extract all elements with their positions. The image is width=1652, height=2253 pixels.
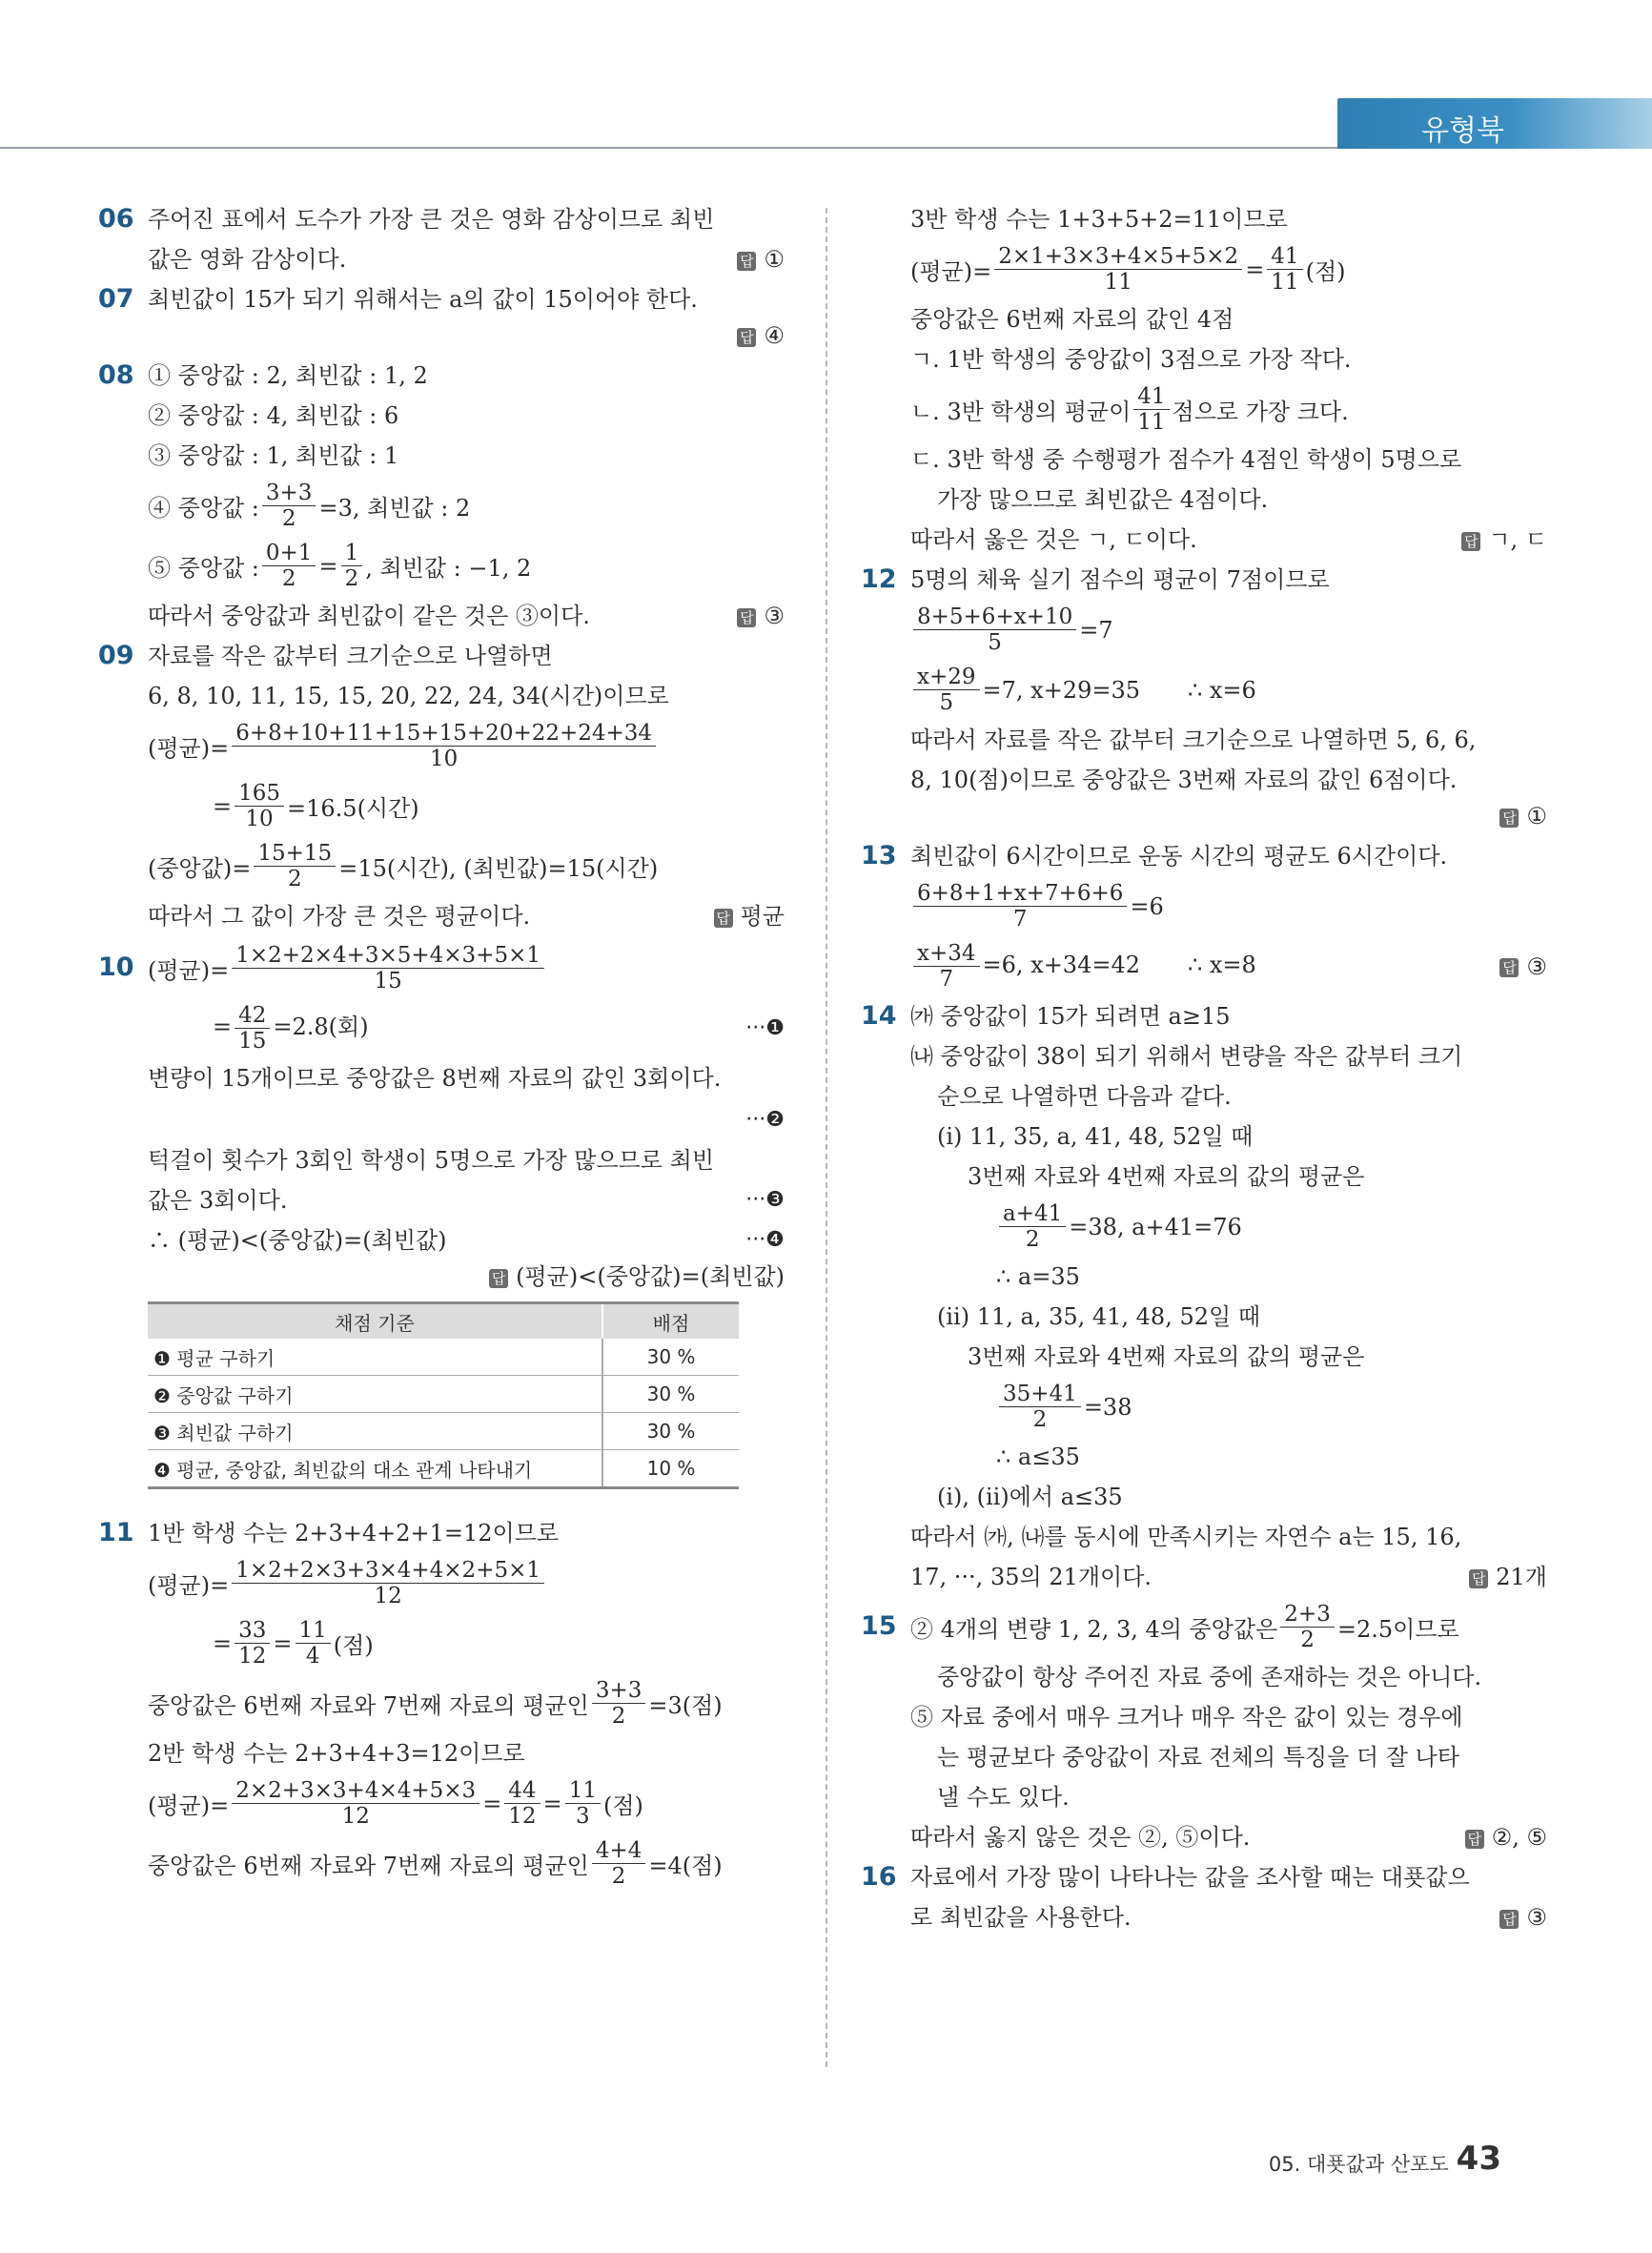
math-line: [148, 541, 785, 591]
text: (점): [602, 1792, 643, 1819]
text-line: 따라서 자료를 작은 값부터 크기순으로 나열하면 5, 6, 6,: [910, 727, 1477, 753]
table-cell: ❹ 평균, 중앙값, 최빈값의 대소 관계 나타내기: [148, 1450, 602, 1488]
answer: ①: [764, 246, 785, 273]
table-cell: 30 %: [602, 1376, 739, 1413]
numerator: 41: [1267, 244, 1302, 270]
text-line: (ⅰ) 11, 35, a, 41, 48, 52일 때: [937, 1123, 1254, 1150]
math-line: [910, 1201, 1547, 1252]
fraction: [232, 1778, 479, 1829]
problem-08: [98, 360, 785, 631]
text: (중앙값)=: [148, 855, 252, 882]
answer: 평균: [740, 903, 785, 930]
fraction: [232, 721, 656, 771]
text-line: 순으로 나열하면 다음과 같다.: [937, 1083, 1232, 1110]
problem-12: [861, 564, 1547, 831]
denominator: 3: [576, 1804, 590, 1829]
fraction: [592, 1838, 646, 1889]
numerator: x+34: [913, 941, 980, 967]
numerator: 2×1+3×3+4×5+5×2: [994, 244, 1242, 270]
text-line: 값은 3회이다.: [148, 1187, 288, 1214]
text-line: ㄱ. 1반 학생의 중앙값이 3점으로 가장 작다.: [910, 346, 1352, 373]
fraction: [262, 541, 316, 591]
numerator: 1×2+2×3+3×4+4×2+5×1: [232, 1558, 544, 1584]
text: =3, 최빈값 : 2: [318, 495, 471, 522]
page-footer: [1269, 2140, 1501, 2178]
text-line: ① 중앙값 : 2, 최빈값 : 1, 2: [148, 362, 428, 389]
problem-number: 14: [861, 1001, 897, 1031]
table-header: [148, 1303, 739, 1340]
text: =6, x+34=42: [982, 952, 1140, 978]
math-line: [148, 781, 785, 831]
numerator: 8+5+6+x+10: [913, 604, 1076, 630]
answer: ③: [1526, 952, 1547, 980]
answer-icon: 답: [1461, 532, 1480, 551]
left-column: [98, 204, 785, 1898]
text: ④ 중앙값 :: [148, 495, 259, 522]
fraction: [232, 1558, 544, 1608]
text: (평균)=: [148, 957, 230, 984]
text-line: 따라서 중앙값과 최빈값이 같은 것은 ③이다.: [148, 603, 590, 629]
fraction: [994, 244, 1242, 295]
problem-09: [98, 641, 785, 932]
answer-icon: 답: [1499, 1910, 1519, 1929]
math-line: [910, 384, 1547, 435]
column-header: 채점 기준: [148, 1303, 602, 1340]
answer-icon: 답: [489, 1269, 508, 1288]
math-line: [148, 721, 785, 771]
text-line: 3번째 자료와 4번째 자료의 값의 평균은: [968, 1343, 1365, 1370]
step-marker: ···❷: [745, 1108, 785, 1132]
right-column: [861, 204, 1547, 1942]
text: (평균)=: [910, 258, 992, 285]
math-line: [148, 841, 785, 891]
denominator: 11: [1137, 410, 1166, 435]
denominator: 5: [939, 690, 954, 715]
text-line: ㄷ. 3반 학생 중 수행평가 점수가 4점인 학생이 5명으로: [910, 446, 1462, 473]
text-line: 5명의 체육 실기 점수의 평균이 7점이므로: [910, 566, 1330, 593]
math-line: [910, 881, 1547, 932]
text: , 최빈값 : −1, 2: [365, 555, 532, 582]
numerator: 33: [235, 1618, 270, 1644]
problem-07: [98, 284, 785, 351]
text: =: [213, 1629, 233, 1657]
text: =38, a+41=76: [1069, 1213, 1242, 1240]
text: =4(점): [648, 1853, 723, 1879]
denominator: 4: [305, 1644, 320, 1669]
math-line: [910, 1382, 1547, 1432]
column-divider: [826, 208, 827, 2067]
numerator: 44: [504, 1778, 540, 1804]
denominator: 2: [611, 1864, 626, 1889]
denominator: 2: [344, 566, 359, 591]
text-line: 따라서 옳은 것은 ㄱ, ㄷ이다.: [910, 526, 1197, 553]
fraction: [913, 604, 1076, 655]
denominator: 15: [238, 1029, 267, 1054]
answer: ①: [1526, 803, 1547, 830]
math-line: [148, 1838, 785, 1889]
text-line: ⑤ 자료 중에서 매우 크거나 매우 작은 값이 있는 경우에: [910, 1704, 1463, 1731]
text: =: [1245, 256, 1265, 283]
problem-06: [98, 204, 785, 275]
fraction: [592, 1678, 646, 1729]
text: =: [542, 1790, 562, 1817]
text: 점으로 가장 크다.: [1172, 399, 1349, 425]
numerator: 0+1: [262, 541, 316, 566]
problem-number: 09: [98, 641, 134, 670]
math-line: [148, 1618, 785, 1669]
text-line: 따라서 옳지 않은 것은 ②, ⑤이다.: [910, 1824, 1251, 1851]
text: (평균)=: [148, 1792, 230, 1819]
text: (점): [1305, 258, 1346, 285]
problem-11-continued: [910, 204, 1547, 555]
text: =: [213, 792, 233, 820]
numerator: 41: [1133, 384, 1169, 410]
answer: ③: [764, 603, 785, 629]
text-line: 중앙값은 6번째 자료의 값인 4점: [910, 306, 1234, 333]
text: =15(시간), (최빈값)=15(시간): [338, 855, 659, 882]
text: =: [482, 1790, 502, 1817]
numerator: 3+3: [592, 1678, 646, 1704]
section-tab: [1337, 98, 1652, 149]
answer-icon: 답: [737, 328, 756, 347]
text: =2.5이므로: [1336, 1616, 1459, 1643]
denominator: 15: [374, 969, 402, 993]
text-line: ③ 중앙값 : 1, 최빈값 : 1: [148, 442, 399, 469]
text-line: ㈎ 중앙값이 15가 되려면 a≥15: [910, 1003, 1231, 1030]
denominator: 2: [281, 506, 296, 531]
fraction: [913, 881, 1127, 932]
text: =7: [1079, 616, 1113, 644]
answer-icon: 답: [1465, 1830, 1484, 1849]
problem-number: 10: [98, 952, 134, 982]
table-cell: ❸ 최빈값 구하기: [148, 1413, 602, 1450]
problem-number: 07: [98, 284, 134, 314]
text-line: 낼 수도 있다.: [937, 1784, 1070, 1811]
fraction: [341, 541, 363, 591]
answer-icon: 답: [737, 252, 756, 271]
text: =: [318, 552, 338, 580]
problem-16: [861, 1862, 1547, 1933]
math-line: [148, 1778, 785, 1829]
problem-number: 16: [861, 1862, 897, 1892]
math-line: [910, 604, 1547, 655]
fraction: [235, 781, 284, 831]
math-line: [148, 1003, 785, 1054]
denominator: 7: [1012, 907, 1028, 932]
problem-number: 15: [861, 1611, 897, 1641]
numerator: 35+41: [999, 1382, 1081, 1407]
denominator: 10: [245, 807, 274, 831]
text-line: 6, 8, 10, 11, 15, 15, 20, 22, 24, 34(시간)이므로: [148, 683, 669, 709]
table-cell: 30 %: [602, 1339, 739, 1376]
problem-number: 13: [861, 841, 897, 870]
numerator: 6+8+1+x+7+6+6: [913, 881, 1127, 907]
math-line: [910, 665, 1547, 715]
denominator: 2: [281, 566, 296, 591]
text: (점): [333, 1632, 374, 1659]
numerator: 11: [565, 1778, 601, 1804]
table-row: [148, 1376, 739, 1413]
text: =38: [1083, 1393, 1132, 1421]
problem-number: 12: [861, 564, 897, 594]
text: =16.5(시간): [287, 795, 419, 822]
math-line: [861, 1602, 1547, 1652]
numerator: 2+3: [1280, 1602, 1335, 1628]
denominator: 2: [611, 1704, 626, 1729]
denominator: 12: [238, 1644, 267, 1669]
text: =6: [1130, 892, 1164, 920]
page-number: 43: [1456, 2140, 1501, 2178]
text-line: 턱걸이 횟수가 3회인 학생이 5명으로 가장 많으므로 최빈: [148, 1147, 714, 1174]
denominator: 2: [1032, 1407, 1048, 1432]
step-marker: ···❹: [745, 1228, 785, 1252]
fraction: [296, 1618, 331, 1669]
text-line: ㈏ 중앙값이 38이 되기 위해서 변량을 작은 값부터 크기: [910, 1043, 1463, 1070]
answer-icon: 답: [1499, 958, 1519, 977]
answer: ④: [764, 322, 785, 349]
fraction: [913, 665, 980, 715]
answer: ㄱ, ㄷ: [1488, 526, 1547, 553]
table-cell: ❶ 평균 구하기: [148, 1339, 602, 1376]
math-line: [98, 943, 785, 993]
numerator: x+29: [913, 665, 980, 690]
denominator: 12: [374, 1584, 402, 1608]
text-line: 17, ···, 35의 21개이다.: [910, 1564, 1152, 1590]
text: =: [213, 1014, 233, 1040]
text-line: 3반 학생 수는 1+3+5+2=11이므로: [910, 206, 1288, 233]
text-line: 최빈값이 6시간이므로 운동 시간의 평균도 6시간이다.: [910, 843, 1448, 870]
denominator: 12: [341, 1804, 370, 1829]
numerator: 42: [235, 1003, 270, 1029]
table-cell: 10 %: [602, 1450, 739, 1488]
problem-number: 11: [98, 1518, 134, 1547]
answer: 21개: [1496, 1564, 1547, 1590]
fraction: [235, 1003, 270, 1054]
text-line: ∴ (평균)<(중앙값)=(최빈값): [148, 1227, 447, 1254]
text-line: 가장 많으므로 최빈값은 4점이다.: [937, 486, 1269, 513]
text-line: 최빈값이 15가 되기 위해서는 a의 값이 15이어야 한다.: [148, 286, 698, 313]
problem-10: [98, 943, 785, 1489]
text-line: 로 최빈값을 사용한다.: [910, 1904, 1132, 1931]
step-marker: ···❸: [745, 1188, 785, 1212]
text-line: 주어진 표에서 도수가 가장 큰 것은 영화 감상이므로 최빈: [148, 206, 715, 233]
fraction: [913, 941, 980, 992]
text: (평균)=: [148, 735, 230, 762]
numerator: a+41: [999, 1201, 1066, 1227]
text-line: 변량이 15개이므로 중앙값은 8번째 자료의 값인 3회이다.: [148, 1065, 722, 1092]
math-line: [910, 941, 1547, 992]
problem-11: [98, 1518, 785, 1889]
fraction: [1267, 244, 1302, 295]
problem-13: [861, 841, 1547, 992]
text: ② 4개의 변량 1, 2, 3, 4의 중앙값은: [910, 1616, 1278, 1643]
fraction: [235, 1618, 270, 1669]
text-line: 값은 영화 감상이다.: [148, 246, 347, 273]
step-marker: ···❶: [745, 1016, 785, 1040]
scoring-table: [148, 1301, 739, 1489]
text-line: 중앙값이 항상 주어진 자료 중에 존재하는 것은 아니다.: [937, 1664, 1482, 1690]
fraction: [999, 1382, 1081, 1432]
fraction: [254, 841, 336, 891]
fraction: [1280, 1602, 1335, 1652]
fraction: [565, 1778, 601, 1829]
text-line: 는 평균보다 중앙값이 자료 전체의 특징을 더 잘 나타: [937, 1744, 1459, 1771]
text: ∴ x=8: [1187, 952, 1256, 978]
numerator: 2×2+3×3+4×4+5×3: [232, 1778, 479, 1804]
denominator: 5: [988, 630, 1002, 655]
text-line: 따라서 ㈎, ㈏를 동시에 만족시키는 자연수 a는 15, 16,: [910, 1524, 1462, 1550]
answer-icon: 답: [1499, 809, 1519, 828]
column-header: 배점: [602, 1303, 739, 1340]
answer-icon: 답: [737, 608, 756, 627]
text-line: 2반 학생 수는 2+3+4+3=12이므로: [148, 1740, 525, 1767]
answer-icon: 답: [714, 909, 733, 928]
problem-14: [861, 1001, 1547, 1592]
table-cell: 30 %: [602, 1413, 739, 1450]
fraction: [1133, 384, 1169, 435]
text: ㄴ. 3반 학생의 평균이: [910, 399, 1132, 425]
text: (평균)=: [148, 1572, 230, 1599]
numerator: 1×2+2×4+3×5+4×3+5×1: [232, 943, 544, 969]
fraction: [504, 1778, 540, 1829]
text: ∴ x=6: [1187, 676, 1256, 704]
text-line: 자료에서 가장 많이 나타나는 값을 조사할 때는 대푯값으: [910, 1864, 1470, 1891]
chapter-title: 05. 대푯값과 산포도: [1268, 2153, 1449, 2176]
text-line: ∴ a=35: [996, 1263, 1080, 1290]
fraction: [262, 481, 316, 531]
answer: ③: [1526, 1904, 1547, 1931]
numerator: 1: [341, 541, 363, 566]
denominator: 11: [1104, 270, 1132, 295]
denominator: 7: [939, 967, 954, 992]
math-line: [910, 244, 1547, 295]
table-row: [148, 1450, 739, 1488]
numerator: 11: [296, 1618, 331, 1644]
numerator: 15+15: [254, 841, 336, 867]
text-line: 3번째 자료와 4번째 자료의 값의 평균은: [968, 1163, 1365, 1190]
numerator: 6+8+10+11+15+15+20+22+24+34: [232, 721, 656, 747]
answer: ②, ⑤: [1491, 1824, 1547, 1851]
table-row: [148, 1339, 739, 1376]
denominator: 11: [1271, 270, 1299, 295]
text: 중앙값은 6번째 자료와 7번째 자료의 평균인: [148, 1853, 589, 1879]
text: 중앙값은 6번째 자료와 7번째 자료의 평균인: [148, 1692, 589, 1719]
math-line: [148, 481, 785, 531]
denominator: 2: [1300, 1628, 1315, 1652]
problem-15: [861, 1602, 1547, 1853]
text-line: 1반 학생 수는 2+3+4+2+1=12이므로: [148, 1520, 560, 1546]
text-line: 8, 10(점)이므로 중앙값은 3번째 자료의 값인 6점이다.: [910, 767, 1458, 793]
text-line: (ⅰ), (ⅱ)에서 a≤35: [937, 1484, 1123, 1510]
answer-icon: 답: [1469, 1569, 1488, 1588]
text-line: 자료를 작은 값부터 크기순으로 나열하면: [148, 643, 553, 669]
text-line: (ⅱ) 11, a, 35, 41, 48, 52일 때: [937, 1303, 1260, 1330]
numerator: 4+4: [592, 1838, 646, 1864]
fraction: [232, 943, 544, 993]
text-line: 따라서 그 값이 가장 큰 것은 평균이다.: [148, 903, 531, 930]
section-tab-label: 유형북: [1421, 114, 1504, 148]
numerator: 165: [235, 781, 284, 807]
table-row: [148, 1413, 739, 1450]
text: =7, x+29=35: [982, 676, 1140, 704]
table-cell: ❷ 중앙값 구하기: [148, 1376, 602, 1413]
math-line: [148, 1678, 785, 1729]
text: =: [273, 1629, 293, 1657]
text-line: ∴ a≤35: [996, 1444, 1080, 1470]
math-line: [148, 1558, 785, 1608]
denominator: 12: [508, 1804, 537, 1829]
problem-number: 08: [98, 360, 134, 390]
denominator: 2: [287, 867, 302, 891]
text: ⑤ 중앙값 :: [148, 555, 259, 582]
problem-number: 06: [98, 204, 134, 234]
denominator: 2: [1025, 1227, 1040, 1252]
numerator: 3+3: [262, 481, 316, 506]
answer: (평균)<(중앙값)=(최빈값): [516, 1263, 785, 1290]
text: =2.8(회): [273, 1014, 369, 1040]
text: =3(점): [648, 1692, 723, 1719]
fraction: [999, 1201, 1066, 1252]
denominator: 10: [430, 747, 459, 771]
text-line: ② 중앙값 : 4, 최빈값 : 6: [148, 402, 399, 429]
